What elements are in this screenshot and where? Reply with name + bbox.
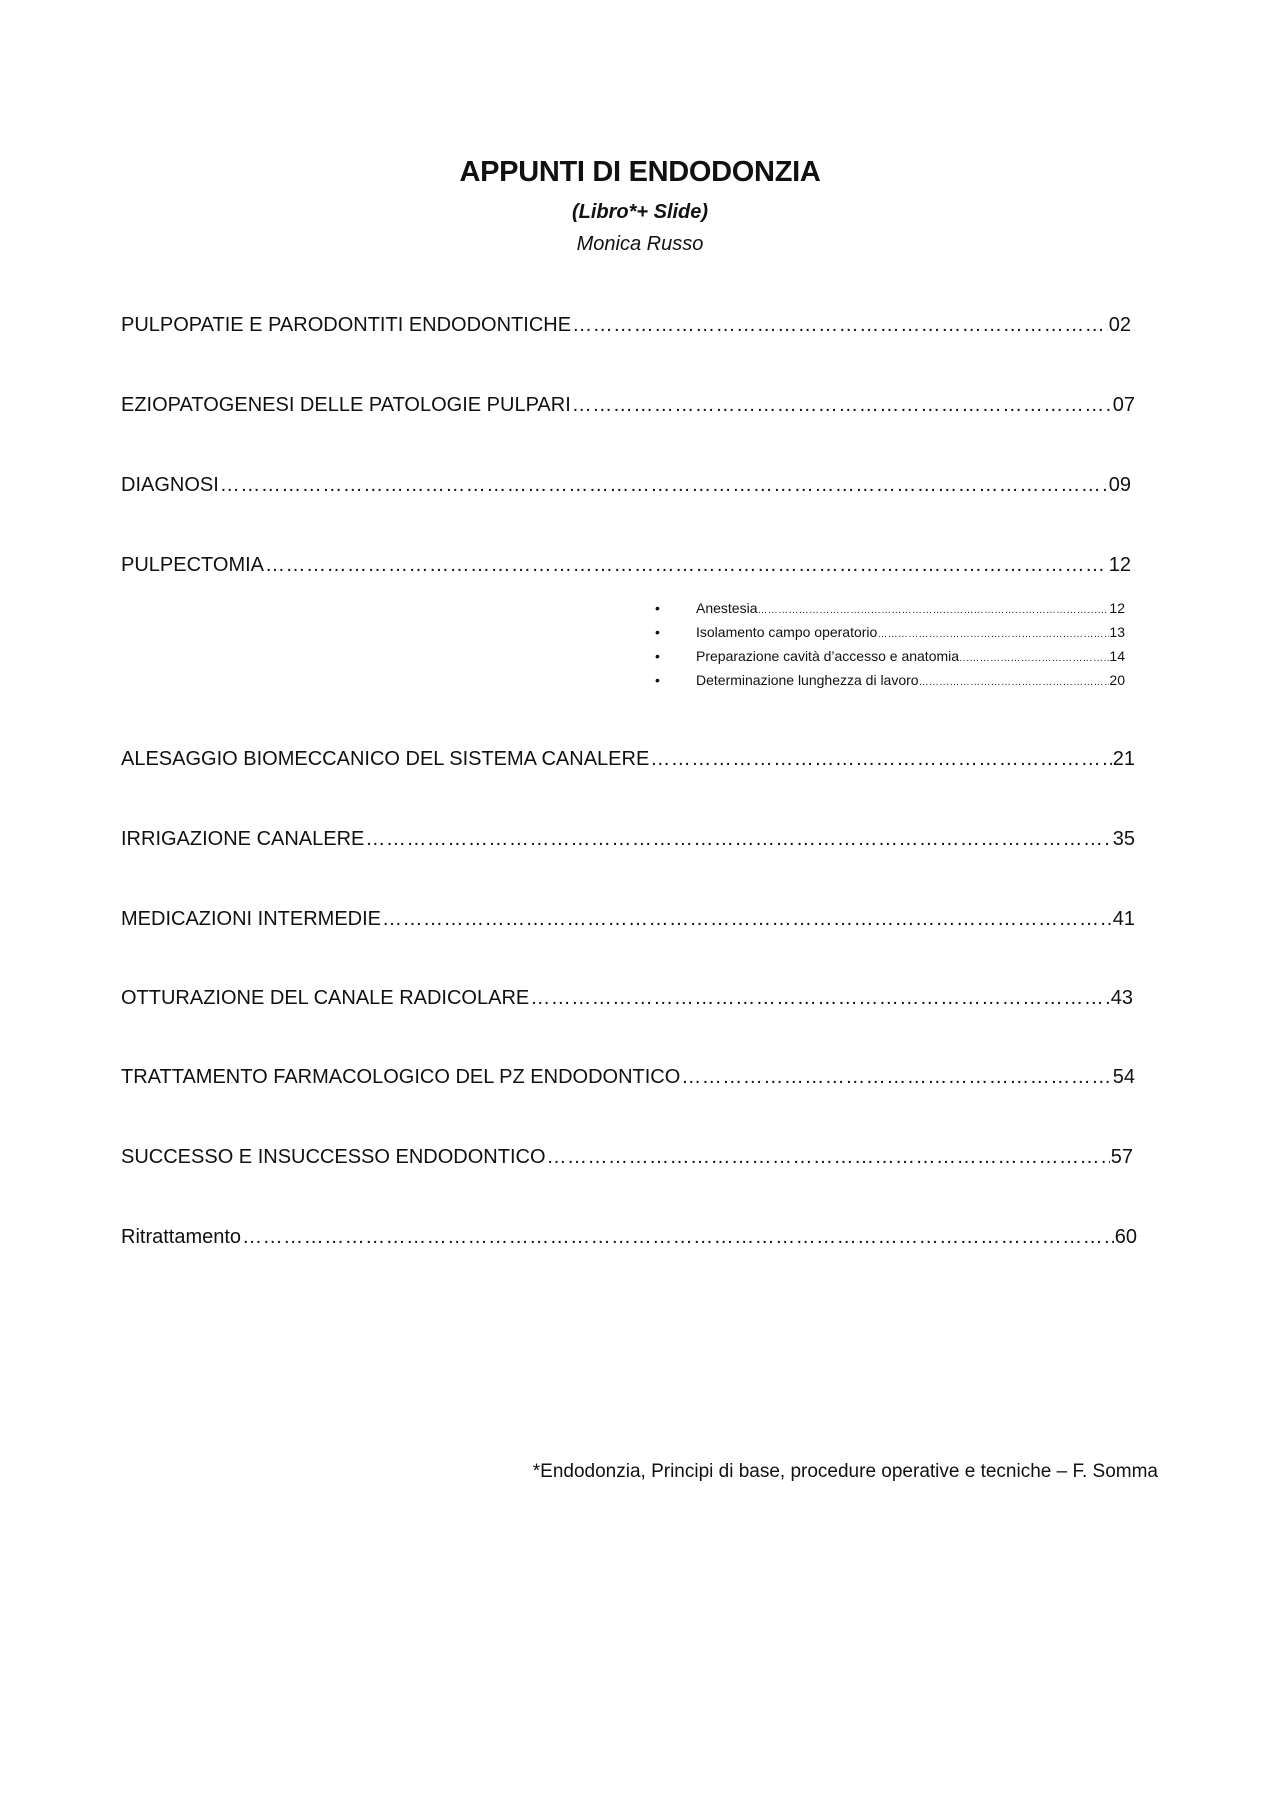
toc-entry: [121, 1146, 1133, 1169]
toc-page-number: 57: [1110, 1146, 1133, 1168]
toc-entry-label: ALESAGGIO BIOMECCANICO DEL SISTEMA CANALERE: [121, 748, 650, 770]
toc-page-number: 07: [1112, 394, 1135, 416]
toc-page-number: 09: [1108, 474, 1131, 496]
list-item: [655, 672, 1125, 696]
toc-page-number: 21: [1112, 748, 1135, 770]
toc-entry: [121, 474, 1131, 497]
subtopic-page-number: 13: [1109, 624, 1125, 640]
author-name: Monica Russo: [576, 233, 704, 255]
toc-dot-leader: [919, 677, 1110, 688]
pulpectomia-subtopics: [655, 600, 1125, 696]
page-title: APPUNTI DI ENDODONZIA: [459, 156, 821, 188]
toc-entry-label: OTTURAZIONE DEL CANALE RADICOLARE: [121, 987, 530, 1009]
toc-dot-leader: [757, 605, 1109, 616]
toc-entry-label: IRRIGAZIONE CANALERE: [121, 828, 365, 850]
toc-dot-leader: [650, 748, 1111, 771]
toc-dot-leader: [959, 653, 1109, 664]
toc-entry-label: SUCCESSO E INSUCCESSO ENDODONTICO: [121, 1146, 546, 1168]
bullet-icon: •: [655, 672, 660, 688]
toc-page-number: 60: [1114, 1226, 1137, 1248]
toc-entry: [121, 1226, 1137, 1249]
toc-entry: [121, 908, 1135, 931]
toc-entry-label: PULPOPATIE E PARODONTITI ENDODONTICHE: [121, 314, 572, 336]
bullet-icon: •: [655, 624, 660, 640]
toc-dot-leader: [572, 394, 1112, 417]
toc-entry: [121, 748, 1135, 771]
toc-page-number: 02: [1108, 314, 1131, 336]
toc-dot-leader: [365, 828, 1111, 851]
toc-page-number: 35: [1112, 828, 1135, 850]
toc-entry: [121, 828, 1135, 851]
toc-dot-leader: [547, 1146, 1110, 1169]
toc-dot-leader: [220, 474, 1108, 497]
toc-entry-label: EZIOPATOGENESI DELLE PATOLOGIE PULPARI: [121, 394, 571, 416]
toc-dot-leader: [382, 908, 1112, 931]
subtopic-page-number: 12: [1109, 600, 1125, 616]
toc-entry-label: MEDICAZIONI INTERMEDIE: [121, 908, 382, 930]
toc-dot-leader: [265, 554, 1108, 577]
subtopic-page-number: 14: [1109, 648, 1125, 664]
toc-entry-label: DIAGNOSI: [121, 474, 219, 496]
list-item: [655, 600, 1125, 624]
toc-dot-leader: [530, 987, 1110, 1010]
toc-dot-leader: [572, 314, 1108, 337]
toc-entry: [121, 554, 1131, 577]
toc-page-number: 12: [1108, 554, 1131, 576]
subtopic-label: Isolamento campo operatorio: [696, 624, 878, 640]
toc-page-number: 41: [1112, 908, 1135, 930]
toc-entry: [121, 314, 1131, 337]
toc-entry: [121, 987, 1133, 1010]
toc-entry-label: Ritrattamento: [121, 1226, 242, 1248]
bullet-icon: •: [655, 600, 660, 616]
subtopic-label: Preparazione cavità d’accesso e anatomia: [696, 648, 960, 664]
toc-entry-label: PULPECTOMIA: [121, 554, 264, 576]
toc-page-number: 54: [1112, 1066, 1135, 1088]
list-item: [655, 624, 1125, 648]
footnote: *Endodonzia, Principi di base, procedure operative e tecniche – F. Somma: [532, 1461, 1158, 1482]
list-item: [655, 648, 1125, 672]
subtopic-page-number: 20: [1109, 672, 1125, 688]
toc-entry: [121, 1066, 1135, 1089]
toc-dot-leader: [877, 629, 1109, 640]
page-subtitle: (Libro*+ Slide): [571, 201, 709, 223]
subtopic-label: Anestesia: [696, 600, 758, 616]
toc-dot-leader: [242, 1226, 1114, 1249]
bullet-icon: •: [655, 648, 660, 664]
subtopic-label: Determinazione lunghezza di lavoro: [696, 672, 919, 688]
toc-entry: [121, 394, 1135, 417]
toc-dot-leader: [681, 1066, 1111, 1089]
toc-entry-label: TRATTAMENTO FARMACOLOGICO DEL PZ ENDODONTICO: [121, 1066, 681, 1088]
toc-page-number: 43: [1110, 987, 1133, 1009]
